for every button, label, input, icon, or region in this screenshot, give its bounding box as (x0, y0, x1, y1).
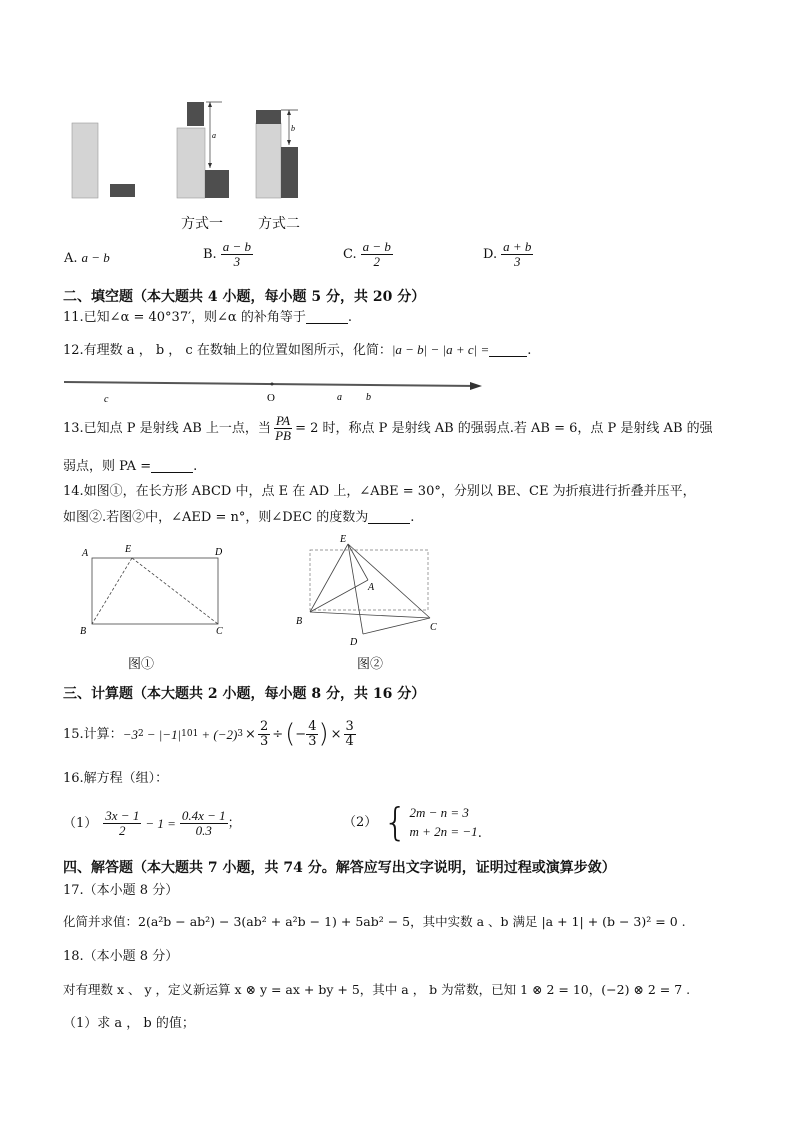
q13-num: PA (275, 413, 291, 428)
q13-line2-text: 弱点，则 PA = (63, 459, 152, 474)
q18-text: 对有理数 x 、 y ，定义新运算 x ⊗ y = ax + by + 5，其中 a ， b 为常数，已知 1 ⊗ 2 = 10，(−2) ⊗ 2 = 7 . (63, 982, 691, 997)
option-a-prefix: A. (64, 250, 78, 266)
fig2-caption: 图② (357, 657, 384, 672)
fig1-label-b: B (80, 626, 87, 637)
q15-f2-den: 3 (308, 733, 317, 749)
q16-p1-end: ； (227, 815, 241, 831)
mark-b: b (291, 124, 295, 133)
q16-part2: （2） { 2m − n = 3 m + 2n = −1 . (343, 800, 482, 844)
fig1-label-d: D (215, 547, 223, 558)
q15-f1-num: 2 (259, 718, 269, 734)
option-b-num: a − b (222, 239, 251, 254)
q15-times1: × (245, 726, 256, 742)
fig2-label-a: A (368, 582, 375, 593)
fig2-label-c: C (430, 622, 437, 633)
q15-div: ÷ (272, 726, 284, 742)
q16-p1-lnum: 3x − 1 (105, 807, 140, 823)
q13-line2 (63, 460, 197, 473)
q16-p1-lden: 2 (119, 822, 126, 838)
option-c[interactable] (343, 240, 393, 268)
fig2-label-e: E (340, 534, 347, 545)
q15-f3-den: 4 (345, 733, 354, 749)
q16-p2-eq2: m + 2n = −1 (409, 824, 478, 839)
q12-answer-blank[interactable] (489, 344, 527, 357)
q14-end: . (410, 510, 415, 525)
fig2-label-b: B (296, 616, 303, 627)
option-d-num: a + b (503, 239, 532, 254)
fig1-label-c: C (216, 626, 223, 637)
option-b-den: 3 (233, 253, 241, 269)
option-d-den: 3 (513, 253, 521, 269)
q16-p1-rnum: 0.4x − 1 (181, 807, 226, 823)
option-a[interactable] (64, 250, 110, 266)
q11-end: . (347, 310, 352, 325)
q18-head: 18.（本小题 8 分） (63, 949, 179, 964)
q13-line1 (63, 414, 713, 442)
fig2-label-d: D (350, 637, 358, 648)
q14-figure2 (288, 532, 448, 650)
label-method1: 方式一 (181, 216, 223, 232)
option-c-prefix: C. (343, 246, 357, 262)
option-b-prefix: B. (203, 246, 217, 262)
q14-figure1 (70, 538, 260, 648)
mark-a: a (212, 131, 216, 140)
section2-title: 二、填空题（本大题共 4 小题，每小题 5 分，共 20 分） (63, 289, 426, 305)
option-c-den: 2 (373, 253, 381, 269)
q13-den: PB (275, 427, 291, 443)
q15-f2-num: 4 (308, 718, 317, 734)
q15-times2: × (330, 726, 342, 742)
option-d-prefix: D. (483, 246, 498, 262)
number-line (60, 372, 490, 408)
nl-label-c: c (104, 394, 109, 405)
q17-head: 17.（本小题 8 分） (63, 883, 179, 898)
option-c-num: a − b (362, 239, 391, 254)
section4-title: 四、解答题（本大题共 7 小题，共 74 分。解答应写出文字说明，证明过程或演算步敛） (63, 860, 616, 876)
q15-exp1: 2 (137, 728, 144, 739)
q15-exp2: 101 (181, 728, 199, 739)
q14-line2-text: 如图②.若图②中，∠AED = n°，则∠DEC 的度数为 (63, 510, 369, 525)
q15-prefix: 15.计算： (63, 726, 123, 742)
q15-exp3: 3 (237, 728, 244, 739)
section3-title: 三、计算题（本大题共 2 小题，每小题 8 分，共 16 分） (63, 686, 426, 702)
nl-label-o: O (267, 392, 275, 404)
q11-text: 11.已知∠α = 40°37′，则∠α 的补角等于 (63, 310, 306, 325)
fig1-caption: 图① (128, 657, 155, 672)
q11-line (63, 311, 352, 324)
nl-label-b: b (366, 392, 371, 403)
fig1-label-a: A (82, 548, 89, 559)
q12-text: 12.有理数 a ， b ， c 在数轴上的位置如图所示，化简： (63, 343, 392, 358)
stacking-figure (60, 90, 320, 210)
option-b[interactable] (203, 240, 253, 268)
q14-line2 (63, 511, 414, 524)
q15-term2: − |−1| (146, 726, 182, 742)
q18-part1: （1）求 a ， b 的值； (63, 1016, 195, 1031)
q15-f1-den: 3 (259, 733, 269, 749)
q14-line1: 14.如图①，在长方形 ABCD 中，点 E 在 AD 上，∠ABE = 30°，分别以 BE、CE 为折痕进行折叠并压平， (63, 484, 696, 499)
q13-part1: 13.已知点 P 是射线 AB 上一点，当 (63, 420, 271, 436)
q15-line: 15.计算： −3 2 − |−1| 101 + (−2) 3 × $\frac{2}{3}$ ÷ ( − $\frac{4}{3}$ ) × $\frac{3}{4}$ (63, 718, 354, 749)
option-d[interactable] (483, 240, 533, 268)
q15-f2-sign: − (295, 726, 307, 742)
q16-title: 16.解方程（组）： (63, 771, 169, 786)
q12-end: . (527, 343, 532, 358)
q16-p2-end: . (477, 826, 482, 841)
q12-expr: |a − b| − |a + c| = (391, 342, 490, 357)
q16-p1-label: （1） (63, 815, 98, 831)
q12-line (63, 343, 531, 357)
fig1-label-e: E (125, 544, 132, 555)
q15-term3: + (−2) (201, 726, 238, 742)
q13-end: . (193, 459, 198, 474)
nl-label-a: a (337, 392, 342, 403)
q17-text: 化简并求值：2(a²b − ab²) − 3(ab² + a²b − 1) + 5ab² − 5，其中实数 a 、b 满足 |a + 1| + (b − 3)² = 0 . (63, 914, 686, 929)
q14-answer-blank[interactable] (368, 511, 410, 524)
q11-answer-blank[interactable] (306, 311, 348, 324)
label-method2: 方式二 (258, 216, 300, 232)
q16-p2-label: （2） (343, 814, 378, 830)
q13-answer-blank[interactable] (151, 460, 193, 473)
q16-p2-eq1: 2m − n = 3 (409, 805, 469, 820)
q16-part1 (63, 803, 241, 843)
q13-part2: = 2 时，称点 P 是射线 AB 的强弱点.若 AB = 6，点 P 是射线 AB 的强 (295, 420, 713, 436)
q16-p1-mid: − 1 = (145, 815, 176, 831)
q15-f3-num: 3 (345, 718, 354, 734)
q15-term1: −3 (122, 726, 138, 742)
q16-p1-rden: 0.3 (195, 822, 212, 838)
option-a-value: a − b (81, 250, 110, 265)
